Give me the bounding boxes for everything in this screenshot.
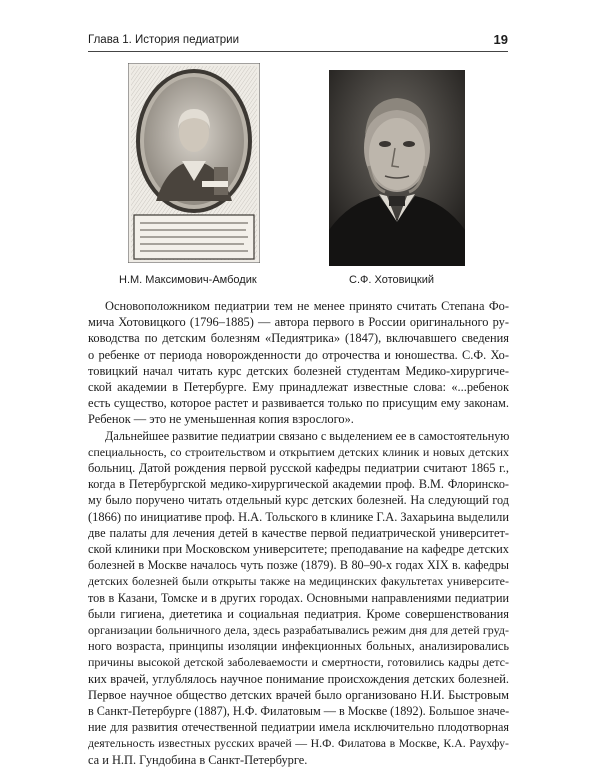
text-line: Основоположником педиатрии тем не менее принято считать Степана Фо- <box>105 299 509 313</box>
text-line: причины высокой детской заболеваемости и смертности, готовились кадры детс- <box>88 655 509 670</box>
text-line: мича Хотовицкого (1796–1885) — автора первого в России оригинального ру- <box>88 315 509 330</box>
text-line: специальность, со строительством и открытием детских клиник и новых детских <box>88 444 509 459</box>
text-line: товицкий начал читать курс детских болезней студентам Медико-хирургиче- <box>88 363 509 378</box>
right-portrait-caption: С.Ф. Хотовицкий <box>349 274 434 286</box>
body-text <box>88 298 509 768</box>
text-line: му было поручено читать отдельный курс детских болезней. На следующий год <box>88 493 509 508</box>
text-line: две палаты для лечения детей в качестве первой педиатрической университет- <box>88 525 509 540</box>
text-line: ких врачей, углублялось научное понимание происхождения детских болезней. <box>88 671 509 686</box>
paragraph <box>88 298 509 428</box>
text-line: (1866) по инициативе проф. Н.А. Тольского в клинике Г.А. Захарьина выделили <box>88 509 509 524</box>
text-line: болезней в Москве началось чуть позже (1879). В 80–90-х годах XIX в. кафедры <box>88 558 509 573</box>
text-line: в Санкт-Петербурге (1887), Н.Ф. Филатовым — в Москве (1892). Большое значе- <box>88 704 510 719</box>
text-line: были гигиена, диететика и социальная педиатрия. Кроме совершенствования <box>88 606 509 621</box>
text-line: ской клиники при Московском университете; преподавание на кафедре детских <box>88 542 509 557</box>
engraved-portrait-oval-frame-icon <box>128 63 260 263</box>
left-portrait-caption: Н.М. Максимович-Амбодик <box>119 274 257 286</box>
text-line: Дальнейшее развитие педиатрии связано с выделением ее в самостоятельную <box>105 428 510 443</box>
text-line: ководства по детским болезням «Педиятрика» (1847), включавшего сведения <box>88 331 509 346</box>
photographic-portrait-icon <box>329 70 465 266</box>
text-line: Первое научное общество детских врачей было организовано Н.И. Быстровым <box>88 687 509 702</box>
paragraph <box>88 428 509 768</box>
text-line: са и Н.П. Гундобина в Санкт-Петербурге. <box>88 752 308 767</box>
text-line: о ребенке от периода новорожденности до отрочества и юношества. С.Ф. Хо- <box>88 347 509 362</box>
text-line: ние для развития отечественной педиатрии имела исключительно плодотворная <box>88 720 509 735</box>
text-line: детских болезней были открыты также на медицинских факультетах университе- <box>88 574 509 589</box>
page-number: 19 <box>493 32 508 47</box>
text-line: больниц. Датой рождения первой русской кафедры педиатрии считают 1865 г., <box>88 461 509 476</box>
text-line: когда в Петербургской медико-хирургической академии проф. В.М. Флоринско- <box>88 477 509 492</box>
chapter-title: Глава 1. История педиатрии <box>88 34 239 46</box>
text-line: тов в Казани, Томске и в других городах. Основными направлениями педиатрии <box>88 590 509 605</box>
text-line: есть существо, которое растет и развивается только по присущим ему законам. <box>88 396 509 411</box>
running-head <box>88 33 508 52</box>
text-line: Ребенок — это не уменьшенная копия взрослого». <box>88 412 354 427</box>
text-line: ской академии в Петербурге. Ему принадлежат известные слова: «...ребенок <box>88 380 509 395</box>
text-line: организации больничного дела, здесь разрабатывались режим дня для детей груд- <box>88 623 509 638</box>
text-line: ного возраста, принципы изоляции инфекционных больных, анализировались <box>88 639 509 654</box>
text-line: деятельность известных русских врачей — Н.Ф. Филатова в Москве, К.А. Раухфу- <box>88 736 509 751</box>
